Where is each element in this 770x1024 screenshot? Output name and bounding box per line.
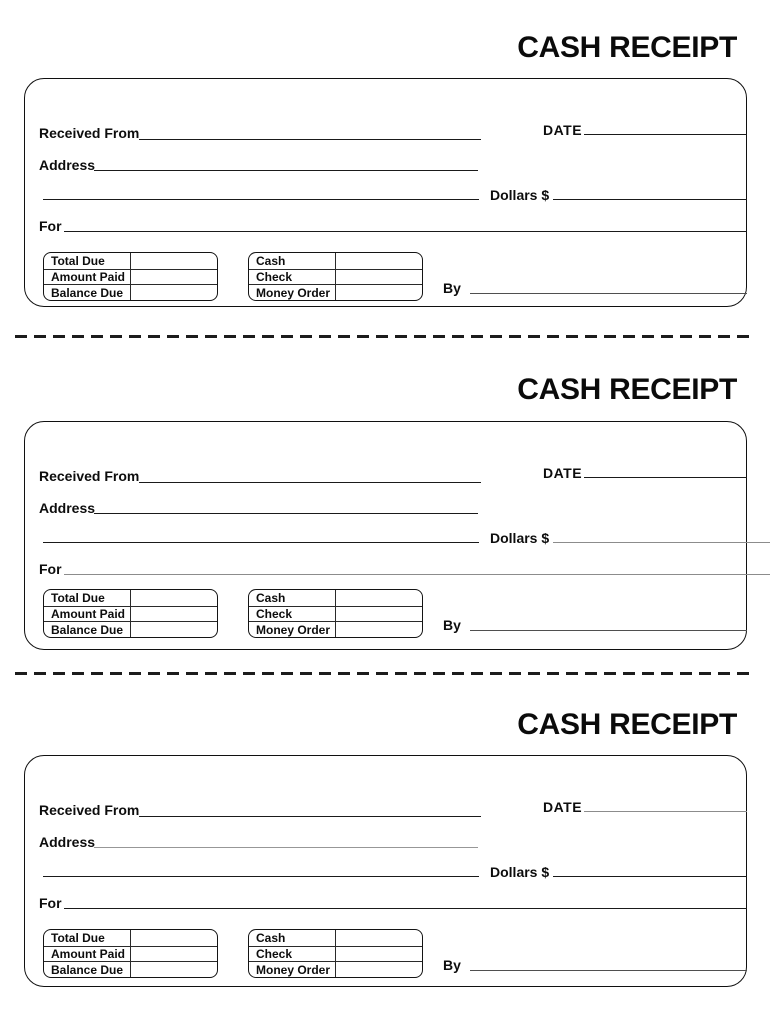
address-continuation-fill-line[interactable] [43, 542, 479, 543]
amount-table-value-cell[interactable] [131, 930, 217, 946]
receipt-section-1 [0, 0, 770, 337]
amount-table-label: Amount Paid [44, 946, 131, 962]
amount-table-label: Balance Due [44, 961, 131, 977]
payment-table-value-cell[interactable] [336, 961, 422, 977]
payment-method-table [248, 252, 423, 301]
payment-table-label: Money Order [249, 961, 336, 977]
receipt-box [24, 755, 747, 987]
dollars-fill-line[interactable] [553, 199, 747, 200]
payment-table-label: Cash [249, 590, 336, 606]
dollars-fill-line[interactable] [553, 876, 747, 877]
amount-table-label: Total Due [44, 253, 131, 269]
date-label: DATE [543, 465, 583, 481]
address-label: Address [39, 157, 96, 173]
by-label: By [443, 617, 461, 633]
date-fill-line[interactable] [584, 477, 747, 478]
payment-method-table [248, 929, 423, 978]
amount-table [43, 929, 218, 978]
for-label: For [39, 561, 62, 577]
amount-table-value-cell[interactable] [131, 621, 217, 637]
receipt-title: CASH RECEIPT [517, 708, 737, 741]
address-fill-line[interactable] [94, 847, 478, 848]
payment-table-label: Check [249, 606, 336, 622]
amount-table-value-cell[interactable] [131, 946, 217, 962]
by-signature-fill-line[interactable] [470, 630, 747, 631]
date-label: DATE [543, 122, 583, 138]
payment-table-label: Cash [249, 930, 336, 946]
amount-table-label: Balance Due [44, 284, 131, 300]
payment-table-value-cell[interactable] [336, 269, 422, 285]
amount-table-value-cell[interactable] [131, 269, 217, 285]
amount-table-label: Amount Paid [44, 269, 131, 285]
receipt-section-3 [0, 674, 770, 1024]
receipt-title: CASH RECEIPT [517, 31, 737, 64]
by-label: By [443, 957, 461, 973]
received-from-fill-line[interactable] [139, 816, 481, 817]
payment-table-value-cell[interactable] [336, 606, 422, 622]
amount-table-label: Balance Due [44, 621, 131, 637]
date-fill-line[interactable] [584, 811, 747, 812]
for-label: For [39, 895, 62, 911]
address-fill-line[interactable] [94, 513, 478, 514]
dollars-label: Dollars $ [490, 530, 550, 546]
amount-table-value-cell[interactable] [131, 590, 217, 606]
address-label: Address [39, 500, 96, 516]
payment-table-value-cell[interactable] [336, 284, 422, 300]
by-signature-fill-line[interactable] [470, 293, 747, 294]
amount-table-label: Amount Paid [44, 606, 131, 622]
payment-table-value-cell[interactable] [336, 930, 422, 946]
address-continuation-fill-line[interactable] [43, 876, 479, 877]
received-from-label: Received From [39, 802, 140, 818]
amount-table-label: Total Due [44, 590, 131, 606]
by-signature-fill-line[interactable] [470, 970, 747, 971]
receipt-title: CASH RECEIPT [517, 373, 737, 406]
amount-table-value-cell[interactable] [131, 253, 217, 269]
received-from-label: Received From [39, 125, 140, 141]
payment-table-label: Check [249, 269, 336, 285]
amount-table [43, 252, 218, 301]
dollars-label: Dollars $ [490, 187, 550, 203]
amount-table-value-cell[interactable] [131, 961, 217, 977]
received-from-fill-line[interactable] [139, 139, 481, 140]
address-fill-line[interactable] [94, 170, 478, 171]
payment-table-value-cell[interactable] [336, 590, 422, 606]
date-fill-line[interactable] [584, 134, 747, 135]
address-continuation-fill-line[interactable] [43, 199, 479, 200]
payment-table-label: Check [249, 946, 336, 962]
for-fill-line[interactable] [64, 231, 747, 232]
receipt-box [24, 421, 747, 650]
for-fill-line[interactable] [64, 574, 770, 575]
payment-table-value-cell[interactable] [336, 946, 422, 962]
for-fill-line[interactable] [64, 908, 747, 909]
payment-table-value-cell[interactable] [336, 621, 422, 637]
amount-table-label: Total Due [44, 930, 131, 946]
received-from-label: Received From [39, 468, 140, 484]
receipt-section-2 [0, 337, 770, 674]
dollars-label: Dollars $ [490, 864, 550, 880]
payment-table-label: Cash [249, 253, 336, 269]
amount-table-value-cell[interactable] [131, 284, 217, 300]
receipt-box [24, 78, 747, 307]
amount-table [43, 589, 218, 638]
address-label: Address [39, 834, 96, 850]
by-label: By [443, 280, 461, 296]
received-from-fill-line[interactable] [139, 482, 481, 483]
payment-table-value-cell[interactable] [336, 253, 422, 269]
payment-table-label: Money Order [249, 284, 336, 300]
for-label: For [39, 218, 62, 234]
payment-method-table [248, 589, 423, 638]
date-label: DATE [543, 799, 583, 815]
amount-table-value-cell[interactable] [131, 606, 217, 622]
dollars-fill-line[interactable] [553, 542, 770, 543]
payment-table-label: Money Order [249, 621, 336, 637]
